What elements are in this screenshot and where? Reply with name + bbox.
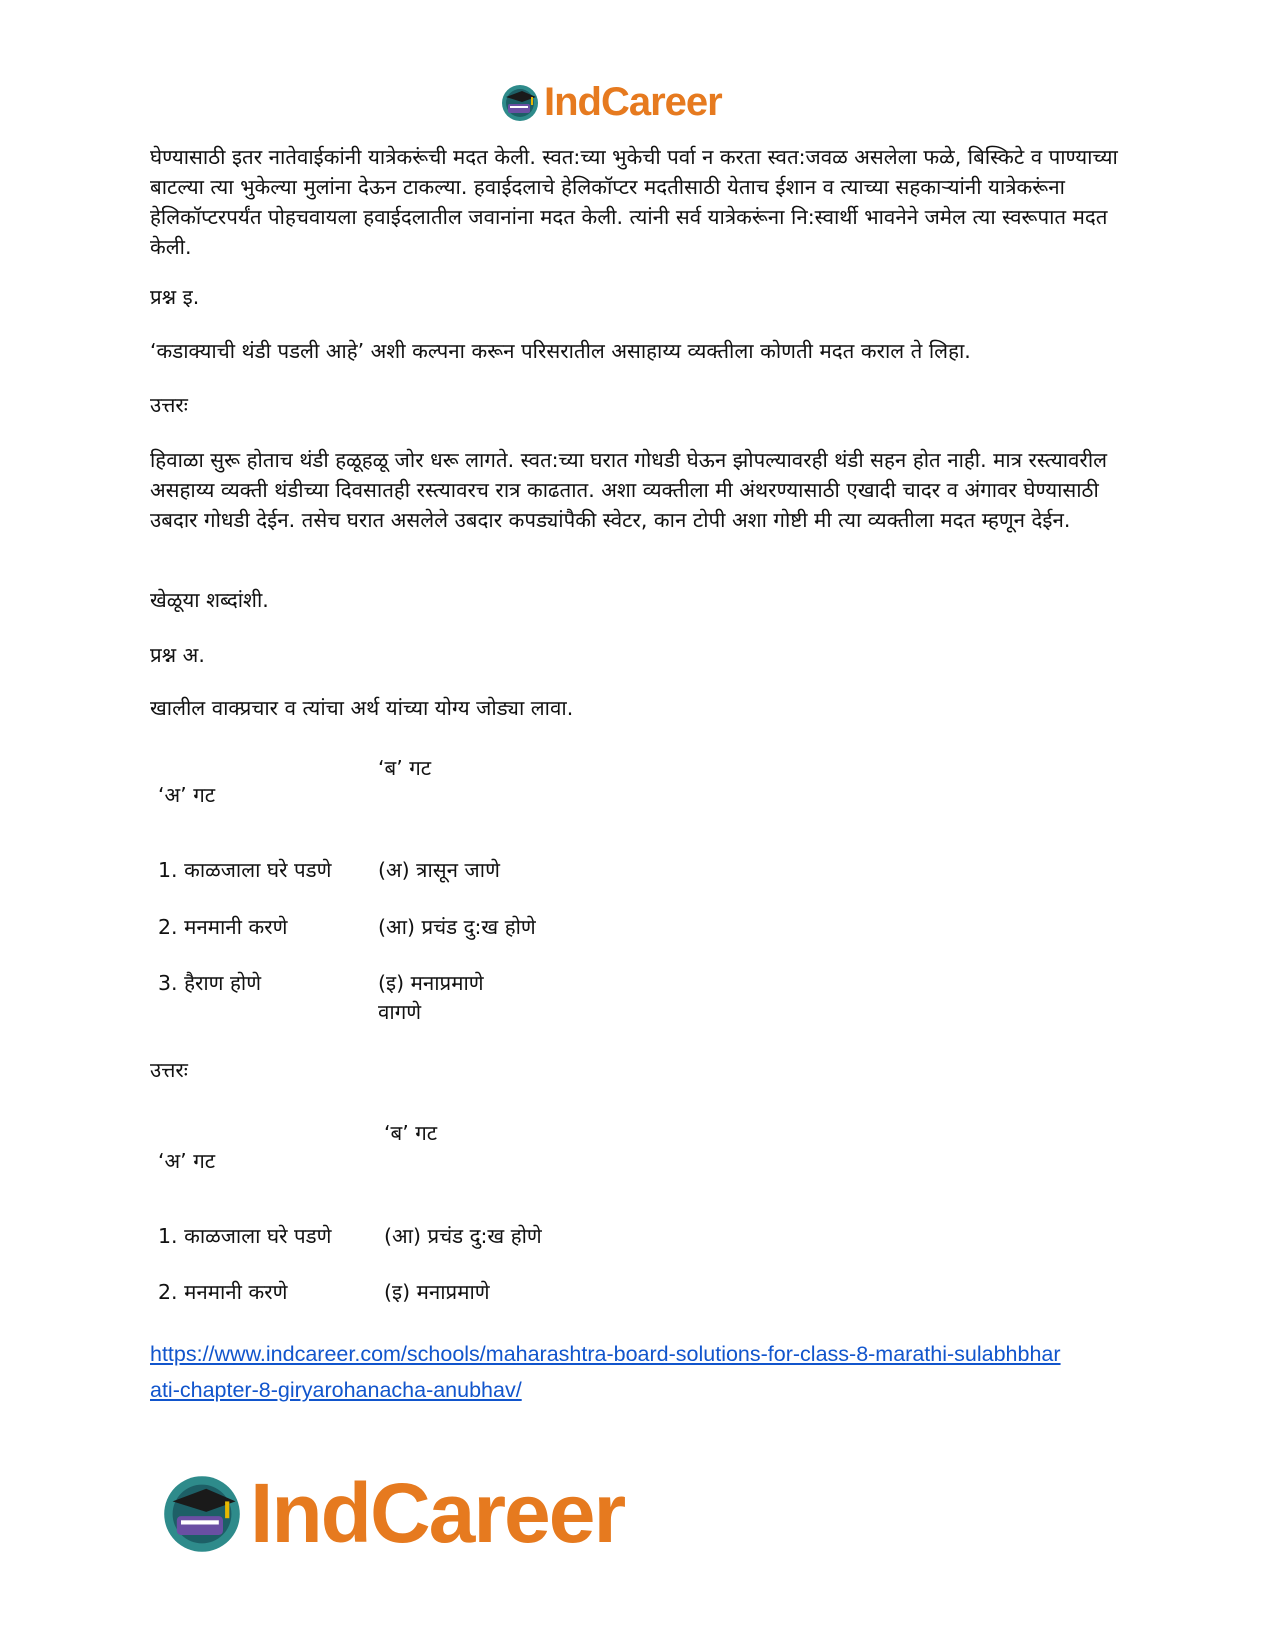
table-header-b: ‘ब’ गट bbox=[378, 756, 432, 780]
table-row-b-continued: वागणे bbox=[378, 1000, 422, 1024]
question-e-label: प्रश्न इ. bbox=[150, 285, 200, 309]
question-a-label: प्रश्न अ. bbox=[150, 643, 205, 667]
graduation-book-icon bbox=[500, 83, 540, 123]
graduation-book-icon bbox=[160, 1472, 244, 1556]
section-heading: खेळूया शब्दांशी. bbox=[150, 588, 269, 612]
table-row-a: 2. मनमानी करणे bbox=[158, 915, 288, 939]
table-row-a: 1. काळजाला घरे पडणे bbox=[158, 858, 332, 882]
table-header-b: ‘ब’ गट bbox=[384, 1121, 438, 1145]
table-header-a: ‘अ’ गट bbox=[158, 783, 216, 807]
logo-wordmark: IndCareer bbox=[250, 1466, 625, 1560]
answer-paragraph: हिवाळा सुरू होताच थंडी हळूहळू जोर धरू लागते. स्वत:च्या घरात गोधडी घेऊन झोपल्यावरही थंडी सहन होत नाही. मात्र रस्त्यावरील असहाय्य व्यक्ती थंडीच्या दिवसातही रस्त्यावरच रात्र काढतात. अशा व्यक्तीला मी अंथरण्यासाठी एखादी चादर व अंगावर घेण्यासाठी उबदार गोधडी देईन. तसेच घरात असलेले उबदार कपड्यांपैकी स्वेटर, कान टोपी अशा गोष्टी मी त्या व्यक्तीला मदत म्हणून देईन. bbox=[150, 448, 1108, 532]
logo-wordmark: IndCareer bbox=[544, 80, 722, 124]
table-row-b: (इ) मनाप्रमाणे bbox=[384, 1280, 490, 1304]
source-link-line-2[interactable]: ati-chapter-8-giryarohanacha-anubhav/ bbox=[150, 1378, 522, 1402]
question-a-text: खालील वाक्प्रचार व त्यांचा अर्थ यांच्या योग्य जोड्या लावा. bbox=[150, 696, 574, 720]
table-row-a: 3. हैराण होणे bbox=[158, 971, 262, 995]
table-row-b: (इ) मनाप्रमाणे bbox=[378, 971, 484, 995]
paragraph-intro: घेण्यासाठी इतर नातेवाईकांनी यात्रेकरूंची मदत केली. स्वत:च्या भुकेची पर्वा न करता स्वत:जवळ असलेला फळे, बिस्किटे व पाण्याच्या बाटल्या त्या भुकेल्या मुलांना देऊन टाकल्या. हवाईदलाचे हेलिकॉप्टर मदतीसाठी येताच ईशान व त्याच्या सहकाऱ्यांनी यात्रेकरूंना हेलिकॉप्टरपर्यंत पोहचवायला हवाईदलातील जवानांना मदत केली. त्यांनी सर्व यात्रेकरूंना नि:स्वार्थी भावनेने जमेल त्या स्वरूपात मदत केली. bbox=[150, 145, 1118, 259]
answer-label-2: उत्तरः bbox=[150, 1058, 188, 1082]
table-header-a: ‘अ’ गट bbox=[158, 1149, 216, 1173]
answer-label: उत्तरः bbox=[150, 393, 188, 417]
table-row-b: (आ) प्रचंड दु:ख होणे bbox=[384, 1224, 542, 1248]
indcareer-logo-bottom bbox=[160, 1465, 624, 1562]
table-row-a: 2. मनमानी करणे bbox=[158, 1280, 288, 1304]
source-link-line-1[interactable]: https://www.indcareer.com/schools/maharashtra-board-solutions-for-class-8-marathi-sulabhbhar bbox=[150, 1342, 1061, 1366]
indcareer-logo-top bbox=[500, 80, 722, 125]
question-e-text: ‘कडाक्याची थंडी पडली आहे’ अशी कल्पना करून परिसरातील असाहाय्य व्यक्तीला कोणती मदत कराल ते लिहा. bbox=[150, 339, 971, 363]
table-row-a: 1. काळजाला घरे पडणे bbox=[158, 1224, 332, 1248]
source-link[interactable] bbox=[150, 1336, 1150, 1408]
table-row-b: (अ) त्रासून जाणे bbox=[378, 858, 500, 882]
table-row-b: (आ) प्रचंड दु:ख होणे bbox=[378, 915, 536, 939]
